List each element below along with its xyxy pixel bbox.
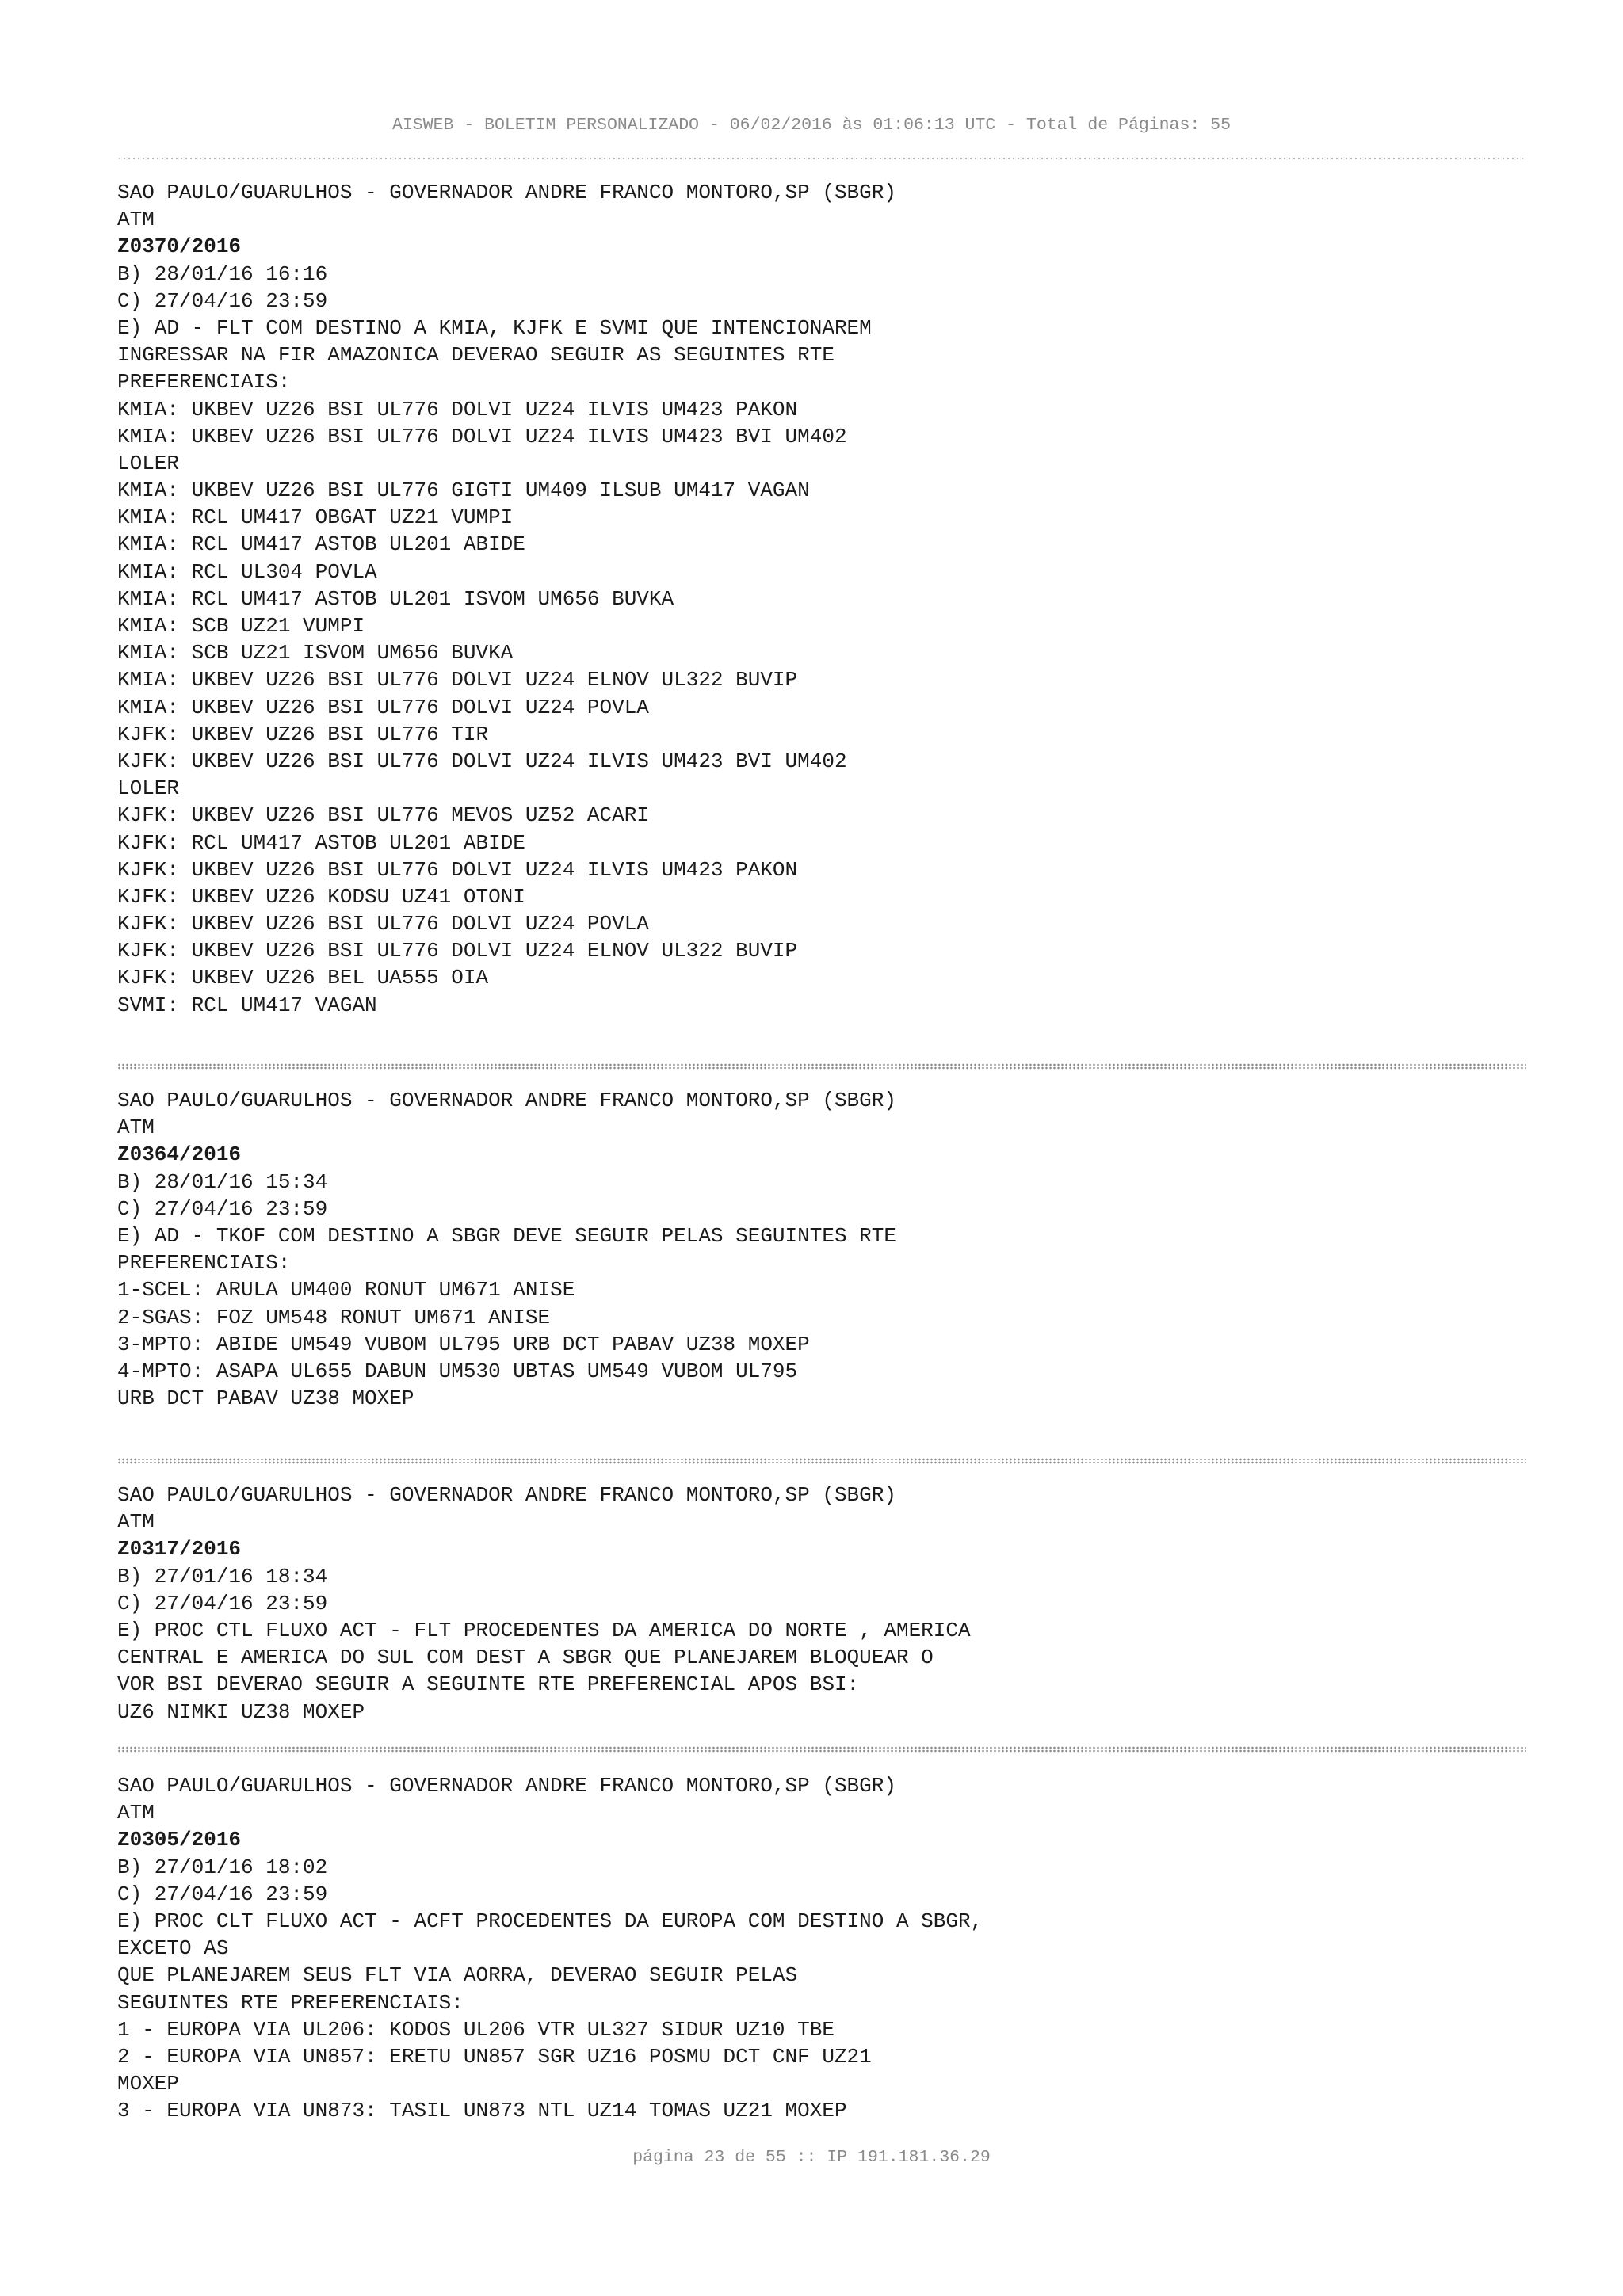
- notam-entry: [117, 179, 1544, 1019]
- notam-text-line: KMIA: UKBEV UZ26 BSI UL776 DOLVI UZ24 ILVIS UM423 PAKON: [117, 397, 798, 421]
- notam-text-line: QUE PLANEJAREM SEUS FLT VIA AORRA, DEVERAO SEGUIR PELAS: [117, 1963, 798, 1988]
- notam-divider: [117, 1063, 1526, 1070]
- notam-text-line: KMIA: UKBEV UZ26 BSI UL776 DOLVI UZ24 ILVIS UM423 BVI UM402: [117, 424, 847, 448]
- notam-text-line: 2 - EUROPA VIA UN857: ERETU UN857 SGR UZ16 POSMU DCT CNF UZ21: [117, 2044, 872, 2069]
- notam-text-line: KMIA: SCB UZ21 ISVOM UM656 BUVKA: [117, 641, 514, 666]
- notam-text-line: KMIA: UKBEV UZ26 BSI UL776 DOLVI UZ24 ELNOV UL322 BUVIP: [117, 668, 798, 692]
- notam-text-line: URB DCT PABAV UZ38 MOXEP: [117, 1386, 414, 1411]
- notam-text-line: C) 27/04/16 23:59: [117, 1196, 328, 1221]
- notam-text-line: UZ6 NIMKI UZ38 MOXEP: [117, 1699, 365, 1724]
- notam-text-line: KMIA: RCL UM417 ASTOB UL201 ABIDE: [117, 532, 525, 557]
- notam-text-line: KMIA: RCL UM417 OBGAT UZ21 VUMPI: [117, 505, 514, 530]
- notam-location: SAO PAULO/GUARULHOS - GOVERNADOR ANDRE FRANCO MONTORO,SP (SBGR): [117, 1089, 896, 1112]
- notam-body: [117, 1563, 1544, 1726]
- notam-body: [117, 261, 1544, 1019]
- notam-text-line: KMIA: SCB UZ21 VUMPI: [117, 614, 365, 638]
- notam-text-line: KJFK: UKBEV UZ26 BSI UL776 MEVOS UZ52 ACARI: [117, 803, 649, 828]
- notam-text-line: 3-MPTO: ABIDE UM549 VUBOM UL795 URB DCT PABAV UZ38 MOXEP: [117, 1332, 810, 1356]
- notam-text-line: B) 28/01/16 15:34: [117, 1169, 328, 1194]
- notam-location: SAO PAULO/GUARULHOS - GOVERNADOR ANDRE FRANCO MONTORO,SP (SBGR): [117, 1774, 896, 1798]
- notam-location: SAO PAULO/GUARULHOS - GOVERNADOR ANDRE FRANCO MONTORO,SP (SBGR): [117, 181, 896, 204]
- notam-category: ATM: [117, 1510, 155, 1535]
- notam-text-line: SEGUINTES RTE PREFERENCIAIS:: [117, 1990, 464, 2015]
- notam-text-line: KJFK: RCL UM417 ASTOB UL201 ABIDE: [117, 830, 525, 855]
- notam-text-line: EXCETO AS: [117, 1936, 229, 1961]
- notam-text-line: KJFK: UKBEV UZ26 BSI UL776 DOLVI UZ24 POVLA: [117, 912, 649, 936]
- notam-text-line: KMIA: UKBEV UZ26 BSI UL776 DOLVI UZ24 POVLA: [117, 695, 649, 719]
- notam-id: Z0305/2016: [117, 1828, 242, 1852]
- notam-category: ATM: [117, 208, 155, 232]
- notam-category: ATM: [117, 1801, 155, 1825]
- notam-text-line: KMIA: RCL UM417 ASTOB UL201 ISVOM UM656 BUVKA: [117, 586, 674, 611]
- notam-text-line: 2-SGAS: FOZ UM548 RONUT UM671 ANISE: [117, 1305, 551, 1329]
- notam-id: Z0364/2016: [117, 1142, 242, 1167]
- notam-location: SAO PAULO/GUARULHOS - GOVERNADOR ANDRE FRANCO MONTORO,SP (SBGR): [117, 1483, 896, 1507]
- notam-text-line: KJFK: UKBEV UZ26 BSI UL776 TIR: [117, 722, 489, 746]
- notam-text-line: B) 28/01/16 16:16: [117, 261, 328, 286]
- notam-text-line: E) AD - FLT COM DESTINO A KMIA, KJFK E SVMI QUE INTENCIONAREM: [117, 315, 872, 340]
- notam-id: Z0317/2016: [117, 1537, 242, 1562]
- notam-text-line: KJFK: UKBEV UZ26 BEL UA555 OIA: [117, 966, 489, 990]
- notam-text-line: 1 - EUROPA VIA UL206: KODOS UL206 VTR UL327 SIDUR UZ10 TBE: [117, 2017, 834, 2042]
- page-header: AISWEB - BOLETIM PERSONALIZADO - 06/02/2016 às 01:06:13 UTC - Total de Páginas: 55: [392, 116, 1231, 135]
- notam-text-line: B) 27/01/16 18:02: [117, 1855, 328, 1879]
- notam-text-line: MOXEP: [117, 2072, 180, 2096]
- notam-text-line: KJFK: UKBEV UZ26 BSI UL776 DOLVI UZ24 ILVIS UM423 BVI UM402: [117, 749, 847, 773]
- notam-body: [117, 1854, 1544, 2125]
- notam-text-line: KJFK: UKBEV UZ26 BSI UL776 DOLVI UZ24 ILVIS UM423 PAKON: [117, 857, 798, 882]
- notam-entry: [117, 1087, 1544, 1412]
- notam-text-line: SVMI: RCL UM417 VAGAN: [117, 993, 377, 1017]
- notam-text-line: KMIA: UKBEV UZ26 BSI UL776 GIGTI UM409 ILSUB UM417 VAGAN: [117, 479, 810, 503]
- notam-id: Z0370/2016: [117, 235, 242, 259]
- notam-text-line: E) PROC CTL FLUXO ACT - FLT PROCEDENTES DA AMERICA DO NORTE , AMERICA: [117, 1618, 971, 1642]
- notam-text-line: KMIA: RCL UL304 POVLA: [117, 559, 377, 584]
- page-footer: página 23 de 55 :: IP 191.181.36.29: [632, 2148, 991, 2167]
- notam-body: [117, 1169, 1544, 1413]
- notam-text-line: PREFERENCIAIS:: [117, 370, 291, 395]
- notam-text-line: C) 27/04/16 23:59: [117, 1882, 328, 1906]
- notam-text-line: 1-SCEL: ARULA UM400 RONUT UM671 ANISE: [117, 1278, 575, 1302]
- notam-text-line: C) 27/04/16 23:59: [117, 1591, 328, 1615]
- notam-text-line: PREFERENCIAIS:: [117, 1251, 291, 1276]
- notam-text-line: B) 27/01/16 18:34: [117, 1564, 328, 1589]
- notam-text-line: E) AD - TKOF COM DESTINO A SBGR DEVE SEGUIR PELAS SEGUINTES RTE: [117, 1223, 896, 1248]
- notam-text-line: C) 27/04/16 23:59: [117, 288, 328, 313]
- notam-text-line: 3 - EUROPA VIA UN873: TASIL UN873 NTL UZ14 TOMAS UZ21 MOXEP: [117, 2099, 847, 2123]
- notam-divider: [117, 1458, 1526, 1464]
- notam-text-line: E) PROC CLT FLUXO ACT - ACFT PROCEDENTES DA EUROPA COM DESTINO A SBGR,: [117, 1909, 983, 1933]
- notam-entry: [117, 1772, 1544, 2124]
- notam-entry: [117, 1482, 1544, 1726]
- notam-text-line: LOLER: [117, 451, 180, 475]
- notam-text-line: KJFK: UKBEV UZ26 BSI UL776 DOLVI UZ24 ELNOV UL322 BUVIP: [117, 939, 798, 963]
- notam-text-line: LOLER: [117, 776, 180, 801]
- notam-text-line: 4-MPTO: ASAPA UL655 DABUN UM530 UBTAS UM549 VUBOM UL795: [117, 1359, 798, 1383]
- notam-text-line: CENTRAL E AMERICA DO SUL COM DEST A SBGR QUE PLANEJAREM BLOQUEAR O: [117, 1646, 934, 1670]
- notam-category: ATM: [117, 1116, 155, 1140]
- notam-divider: [117, 1746, 1526, 1753]
- notam-text-line: VOR BSI DEVERAO SEGUIR A SEGUINTE RTE PREFERENCIAL APOS BSI:: [117, 1672, 860, 1697]
- notam-text-line: INGRESSAR NA FIR AMAZONICA DEVERAO SEGUIR AS SEGUINTES RTE: [117, 343, 834, 368]
- notam-text-line: KJFK: UKBEV UZ26 KODSU UZ41 OTONI: [117, 884, 525, 909]
- header-divider: [117, 157, 1526, 160]
